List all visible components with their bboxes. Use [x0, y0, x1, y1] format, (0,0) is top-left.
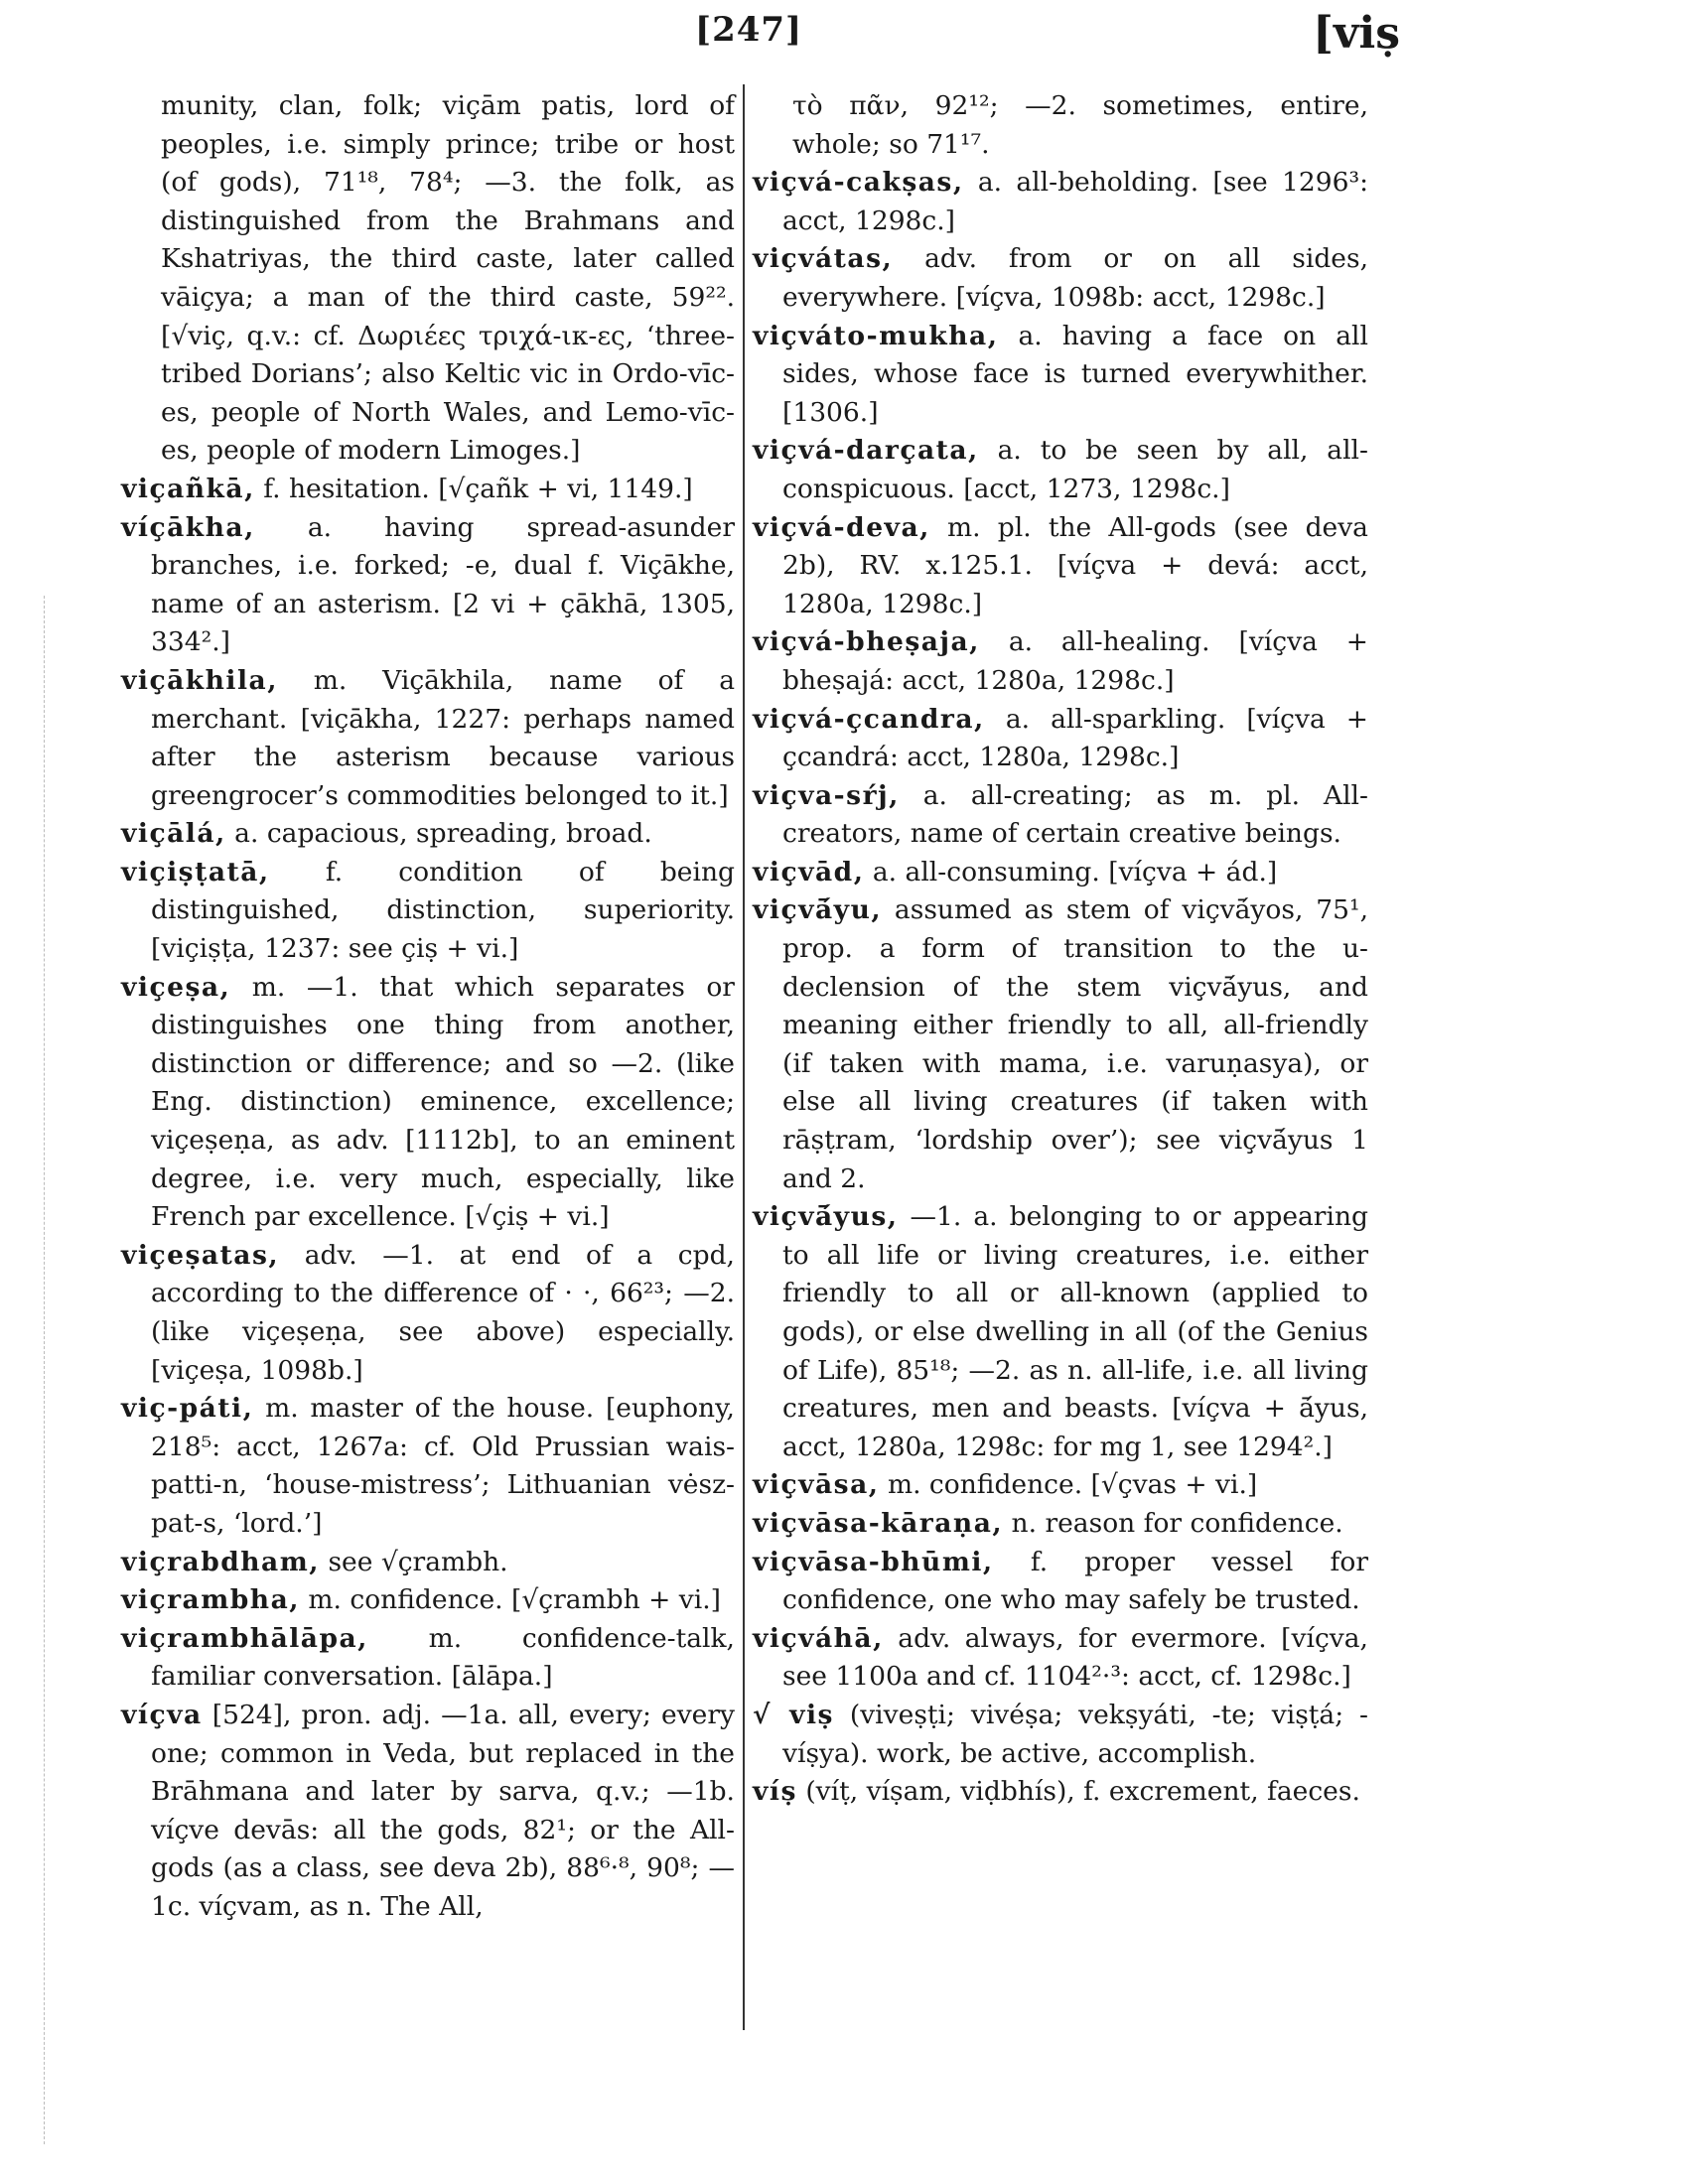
dictionary-entry — [121, 1544, 735, 1582]
dictionary-entry — [121, 1237, 735, 1390]
headword: víṣ — [753, 1776, 797, 1808]
entry-text: a. all-creating; as m. pl. All-creators, name of certain creative beings. — [782, 779, 1368, 850]
entry-text: —1. a. belonging to or appearing to all life or living creatures, i.e. either friendly to all or all-known (applied to gods), or else dwelling in all (of the Genius of Life), 85¹⁸; —2. as n. all-life, i.e. all living creatures, men and beasts. [víçva + ā́yus, acct, 1280a, 1298c: for mg 1, see 1294².] — [782, 1201, 1368, 1462]
headword: viçváto-mukha, — [753, 320, 999, 351]
headword: viçvá-darçata, — [753, 435, 979, 467]
dictionary-entry — [753, 1697, 1368, 1773]
entry-text: (víṭ, víṣam, viḍbhís), f. excrement, faeces. — [805, 1776, 1360, 1808]
entry-text: τὸ πᾶν, 92¹²; —2. sometimes, entire, whole; so 71¹⁷. — [792, 90, 1368, 160]
entry-text: adv. from or on all sides, everywhere. [víçva, 1098b: acct, 1298c.] — [782, 243, 1368, 313]
headword: viçeṣa, — [121, 971, 231, 1003]
headword: viçvátas, — [753, 243, 894, 275]
entry-text: m. confidence. [√çrambh + vi.] — [308, 1584, 721, 1616]
entry-text: see √çrambh. — [328, 1546, 508, 1577]
dictionary-entry — [753, 1466, 1368, 1505]
entry-text: m. —1. that which separates or distinguishes one thing from another, distinction or difference; and so —2. (like Eng. distinction) eminence, excellence; viçeṣeṇa, as adv. [1112b], to an eminent degree, i.e. very much, especially, like French par excellence. [√çiṣ + vi.] — [151, 971, 735, 1233]
entry-text: m. Viçākhila, name of a merchant. [viçākha, 1227: perhaps named after the asterism because various greengrocer’s commodities belonged to it.] — [151, 664, 735, 811]
dictionary-entry — [753, 1620, 1368, 1697]
entry-text: f. condition of being distinguished, distinction, superiority. [viçiṣṭa, 1237: see çiṣ + vi.] — [151, 856, 735, 965]
entry-text: a. all-sparkling. [víçva + çcandrá: acct, 1280a, 1298c.] — [782, 703, 1368, 773]
dictionary-entry — [753, 164, 1368, 240]
dictionary-entry — [121, 1581, 735, 1620]
entry-text: n. reason for confidence. — [1011, 1507, 1343, 1539]
column-divider — [743, 84, 745, 2030]
entry-text: f. proper vessel for confidence, one who may safely be trusted. — [782, 1546, 1368, 1616]
dictionary-entry — [121, 471, 735, 509]
dictionary-entry — [753, 318, 1368, 433]
dictionary-entry — [753, 87, 1368, 164]
headword: viçrambhālāpa, — [121, 1622, 368, 1654]
headword: viçvāsa-kāraṇa, — [753, 1507, 1004, 1539]
entry-text: m. confidence-talk, familiar conversation. [ālāpa.] — [151, 1622, 735, 1693]
headword: viçrambha, — [121, 1584, 300, 1616]
left-column — [121, 87, 735, 1927]
entry-text: a. capacious, spreading, broad. — [234, 818, 652, 850]
entry-text: m. confidence. [√çvas + vi.] — [887, 1469, 1258, 1501]
page-header — [0, 10, 1688, 69]
gutter-line — [44, 596, 46, 2144]
headword: viç-páti, — [121, 1393, 254, 1425]
dictionary-entry — [121, 87, 735, 471]
dictionary-entry — [753, 509, 1368, 624]
dictionary-entry — [753, 1773, 1368, 1812]
dictionary-entry — [121, 1697, 735, 1927]
dictionary-entry — [121, 662, 735, 815]
entry-text: a. to be seen by all, all-conspicuous. [acct, 1273, 1298c.] — [782, 435, 1368, 504]
headword: viçeṣatas, — [121, 1239, 280, 1271]
dictionary-entry — [121, 969, 735, 1237]
headword: viçvá-cakṣas, — [753, 167, 964, 199]
entry-text: a. all-beholding. [see 1296³: acct, 1298c.] — [782, 167, 1368, 236]
headword: viçrabdham, — [121, 1546, 320, 1577]
dictionary-entry — [753, 891, 1368, 1198]
headword: viçvā́yu, — [753, 894, 883, 926]
entry-text: [524], pron. adj. —1a. all, every; every one; common in Veda, but replaced in the Brāhmana and later by sarva, q.v.; —1b. víçve devās: all the gods, 82¹; or the All-gods (as a class, see deva 2b), 88⁶·⁸, 90⁸; —1c. víçvam, as n. The All, — [151, 1699, 735, 1922]
headword: √ viṣ — [753, 1699, 834, 1730]
headword: viçālá, — [121, 818, 226, 850]
right-column — [753, 87, 1368, 1812]
dictionary-entry — [121, 1620, 735, 1697]
entry-text: (viveṣṭi; vivéṣa; vekṣyáti, -te; viṣṭá; -víṣya). work, be active, accomplish. — [782, 1699, 1368, 1769]
dictionary-entry — [753, 1544, 1368, 1620]
dictionary-entry — [121, 854, 735, 969]
headword: víçākha, — [121, 511, 255, 543]
dictionary-entry — [753, 623, 1368, 700]
entry-text: a. having a face on all sides, whose face is turned everywhither. [1306.] — [782, 320, 1368, 428]
dictionary-entry — [121, 815, 735, 854]
dictionary-entry — [753, 777, 1368, 854]
headword: viçākhila, — [121, 664, 278, 696]
entry-text: a. all-consuming. [víçva + ád.] — [872, 856, 1278, 887]
entry-text: a. all-healing. [víçva + bheṣajá: acct, 1280a, 1298c.] — [782, 626, 1368, 696]
entry-text: f. hesitation. [√çañk + vi, 1149.] — [263, 473, 693, 504]
headword: viçvāsa, — [753, 1469, 880, 1501]
entry-text: adv. always, for evermore. [víçva, see 1100a and cf. 1104²·³: acct, cf. 1298c.] — [782, 1622, 1368, 1693]
dictionary-entry — [753, 1198, 1368, 1466]
running-head: [viṣ — [1313, 8, 1400, 59]
headword: viçváhā, — [753, 1622, 884, 1654]
headword: viçvá-bheṣaja, — [753, 626, 980, 658]
entry-text: munity, clan, folk; viçām patis, lord of peoples, i.e. simply prince; tribe or host (of gods), 71¹⁸, 78⁴; —3. the folk, as distinguished from the Brahmans and Kshatriyas, the third caste, later called vāiçya; a man of the third caste, 59²². [√viç, q.v.: cf. Δωριέες τριχά-ικ-ες, ‘three-tribed Dorians’; also Keltic vic in Ordo-vīc-es, people of North Wales, and Lemo-vīc-es, people of modern Limoges.] — [161, 90, 735, 467]
entry-text: adv. —1. at end of a cpd, according to the difference of · ·, 66²³; —2. (like viçeṣeṇa, see above) especially. [viçeṣa, 1098b.] — [151, 1239, 735, 1386]
entry-text: assumed as stem of viçvā́yos, 75¹, prop. a form of transition to the u-declension of the stem viçvā́yus, and meaning either friendly to all, all-friendly (if taken with mama, i.e. varuṇasya), or else all living creatures (if taken with rāṣṭram, ‘lordship over’); see viçvā́yus 1 and 2. — [782, 894, 1368, 1194]
headword: viçañkā, — [121, 473, 255, 504]
dictionary-entry — [753, 1505, 1368, 1544]
dictionary-entry — [753, 240, 1368, 317]
headword: viçvād, — [753, 856, 865, 887]
headword: viçvá-deva, — [753, 511, 930, 543]
dictionary-entry — [753, 432, 1368, 508]
headword: viçvāsa-bhūmi, — [753, 1546, 994, 1577]
headword: viçvā́yus, — [753, 1201, 899, 1233]
headword: viçva-sŕj, — [753, 779, 900, 811]
headword: víçva — [121, 1699, 203, 1730]
headword: viçiṣṭatā, — [121, 856, 270, 887]
page-number: [247] — [695, 10, 803, 50]
dictionary-entry — [121, 509, 735, 662]
entry-text: m. pl. the All-gods (see deva 2b), RV. x.125.1. [víçva + devá: acct, 1280a, 1298c.] — [782, 511, 1368, 619]
entry-text: a. having spread-asunder branches, i.e. forked; -e, dual f. Viçākhe, name of an asterism. [2 vi + çākhā, 1305, 334².] — [151, 511, 735, 658]
dictionary-entry — [753, 854, 1368, 892]
headword: viçvá-çcandra, — [753, 703, 985, 735]
dictionary-entry — [753, 701, 1368, 777]
entry-text: m. master of the house. [euphony, 218⁵: acct, 1267a: cf. Old Prussian wais-patti-n, ‘house-mistress’; Lithuanian vėsz-pat-s, ‘lord.’] — [151, 1393, 735, 1539]
dictionary-entry — [121, 1390, 735, 1543]
